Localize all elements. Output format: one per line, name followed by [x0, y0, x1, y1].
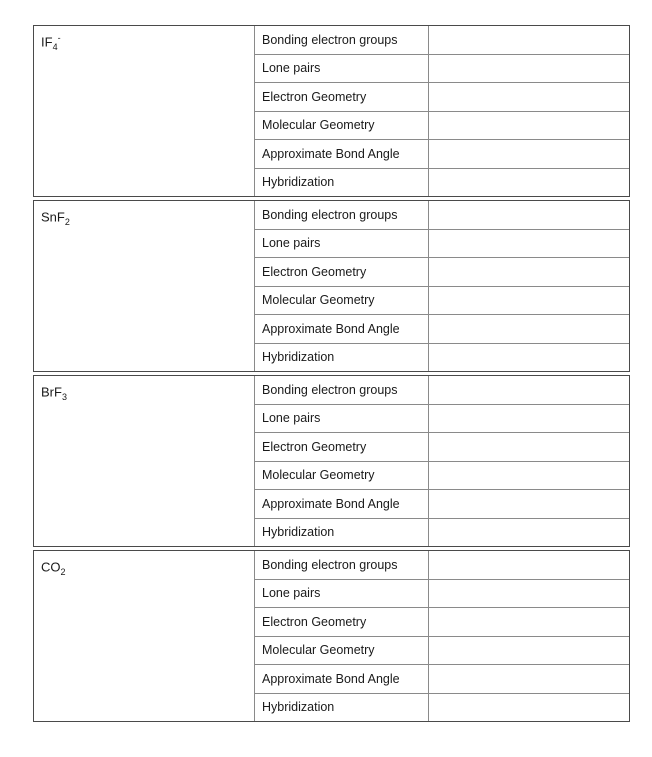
table-row	[255, 462, 629, 491]
row-label: Molecular Geometry	[255, 112, 429, 140]
table-row	[255, 140, 629, 169]
table-row	[255, 608, 629, 637]
molecule-block-snf2	[33, 200, 630, 372]
answer-cell	[429, 169, 629, 197]
row-label: Approximate Bond Angle	[255, 315, 429, 343]
answer-cell	[429, 140, 629, 168]
row-label: Lone pairs	[255, 55, 429, 83]
molecule-block-brf3	[33, 375, 630, 547]
table-row	[255, 26, 629, 55]
table-row	[255, 169, 629, 197]
row-label: Electron Geometry	[255, 433, 429, 461]
property-rows	[255, 376, 629, 546]
answer-cell	[429, 608, 629, 636]
formula-base: SnF	[41, 209, 65, 225]
row-label: Approximate Bond Angle	[255, 490, 429, 518]
answer-cell	[429, 694, 629, 722]
table-row	[255, 287, 629, 316]
formula-superscript: -	[57, 33, 61, 43]
answer-cell	[429, 433, 629, 461]
answer-cell	[429, 490, 629, 518]
answer-cell	[429, 83, 629, 111]
row-label: Lone pairs	[255, 405, 429, 433]
table-row	[255, 551, 629, 580]
row-label: Lone pairs	[255, 230, 429, 258]
table-row	[255, 258, 629, 287]
formula-subscript: 3	[61, 391, 67, 402]
molecule-formula	[34, 201, 255, 371]
table-row	[255, 694, 629, 722]
table-row	[255, 230, 629, 259]
table-row	[255, 637, 629, 666]
row-label: Electron Geometry	[255, 258, 429, 286]
molecule-block-co2	[33, 550, 630, 722]
table-row	[255, 315, 629, 344]
answer-cell	[429, 258, 629, 286]
formula-base: BrF	[41, 384, 62, 400]
table-row	[255, 405, 629, 434]
table-row	[255, 83, 629, 112]
answer-cell	[429, 551, 629, 579]
answer-cell	[429, 519, 629, 547]
formula-base: CO	[41, 559, 61, 575]
formula-subscript: 2	[60, 566, 66, 577]
row-label: Hybridization	[255, 519, 429, 547]
row-label: Electron Geometry	[255, 83, 429, 111]
formula-base: IF	[41, 34, 53, 50]
table-row	[255, 433, 629, 462]
molecule-formula	[34, 26, 255, 196]
row-label: Electron Geometry	[255, 608, 429, 636]
table-row	[255, 519, 629, 547]
table-row	[255, 201, 629, 230]
property-rows	[255, 551, 629, 721]
row-label: Molecular Geometry	[255, 462, 429, 490]
answer-cell	[429, 287, 629, 315]
row-label: Lone pairs	[255, 580, 429, 608]
row-label: Approximate Bond Angle	[255, 140, 429, 168]
answer-cell	[429, 665, 629, 693]
table-row	[255, 376, 629, 405]
row-label: Approximate Bond Angle	[255, 665, 429, 693]
answer-cell	[429, 637, 629, 665]
formula-subscript: 4	[52, 41, 58, 52]
row-label: Hybridization	[255, 694, 429, 722]
answer-cell	[429, 201, 629, 229]
answer-cell	[429, 230, 629, 258]
row-label: Molecular Geometry	[255, 637, 429, 665]
answer-cell	[429, 405, 629, 433]
table-row	[255, 490, 629, 519]
row-label: Molecular Geometry	[255, 287, 429, 315]
row-label: Hybridization	[255, 344, 429, 372]
table-row	[255, 55, 629, 84]
row-label: Bonding electron groups	[255, 376, 429, 404]
answer-cell	[429, 26, 629, 54]
answer-cell	[429, 344, 629, 372]
table-row	[255, 344, 629, 372]
answer-cell	[429, 112, 629, 140]
molecule-block-if4	[33, 25, 630, 197]
answer-cell	[429, 315, 629, 343]
property-rows	[255, 26, 629, 196]
row-label: Hybridization	[255, 169, 429, 197]
row-label: Bonding electron groups	[255, 26, 429, 54]
row-label: Bonding electron groups	[255, 551, 429, 579]
molecule-formula	[34, 551, 255, 721]
answer-cell	[429, 376, 629, 404]
molecule-formula	[34, 376, 255, 546]
row-label: Bonding electron groups	[255, 201, 429, 229]
table-row	[255, 580, 629, 609]
answer-cell	[429, 462, 629, 490]
formula-subscript: 2	[64, 216, 70, 227]
table-row	[255, 112, 629, 141]
answer-cell	[429, 55, 629, 83]
table-row	[255, 665, 629, 694]
answer-cell	[429, 580, 629, 608]
property-rows	[255, 201, 629, 371]
